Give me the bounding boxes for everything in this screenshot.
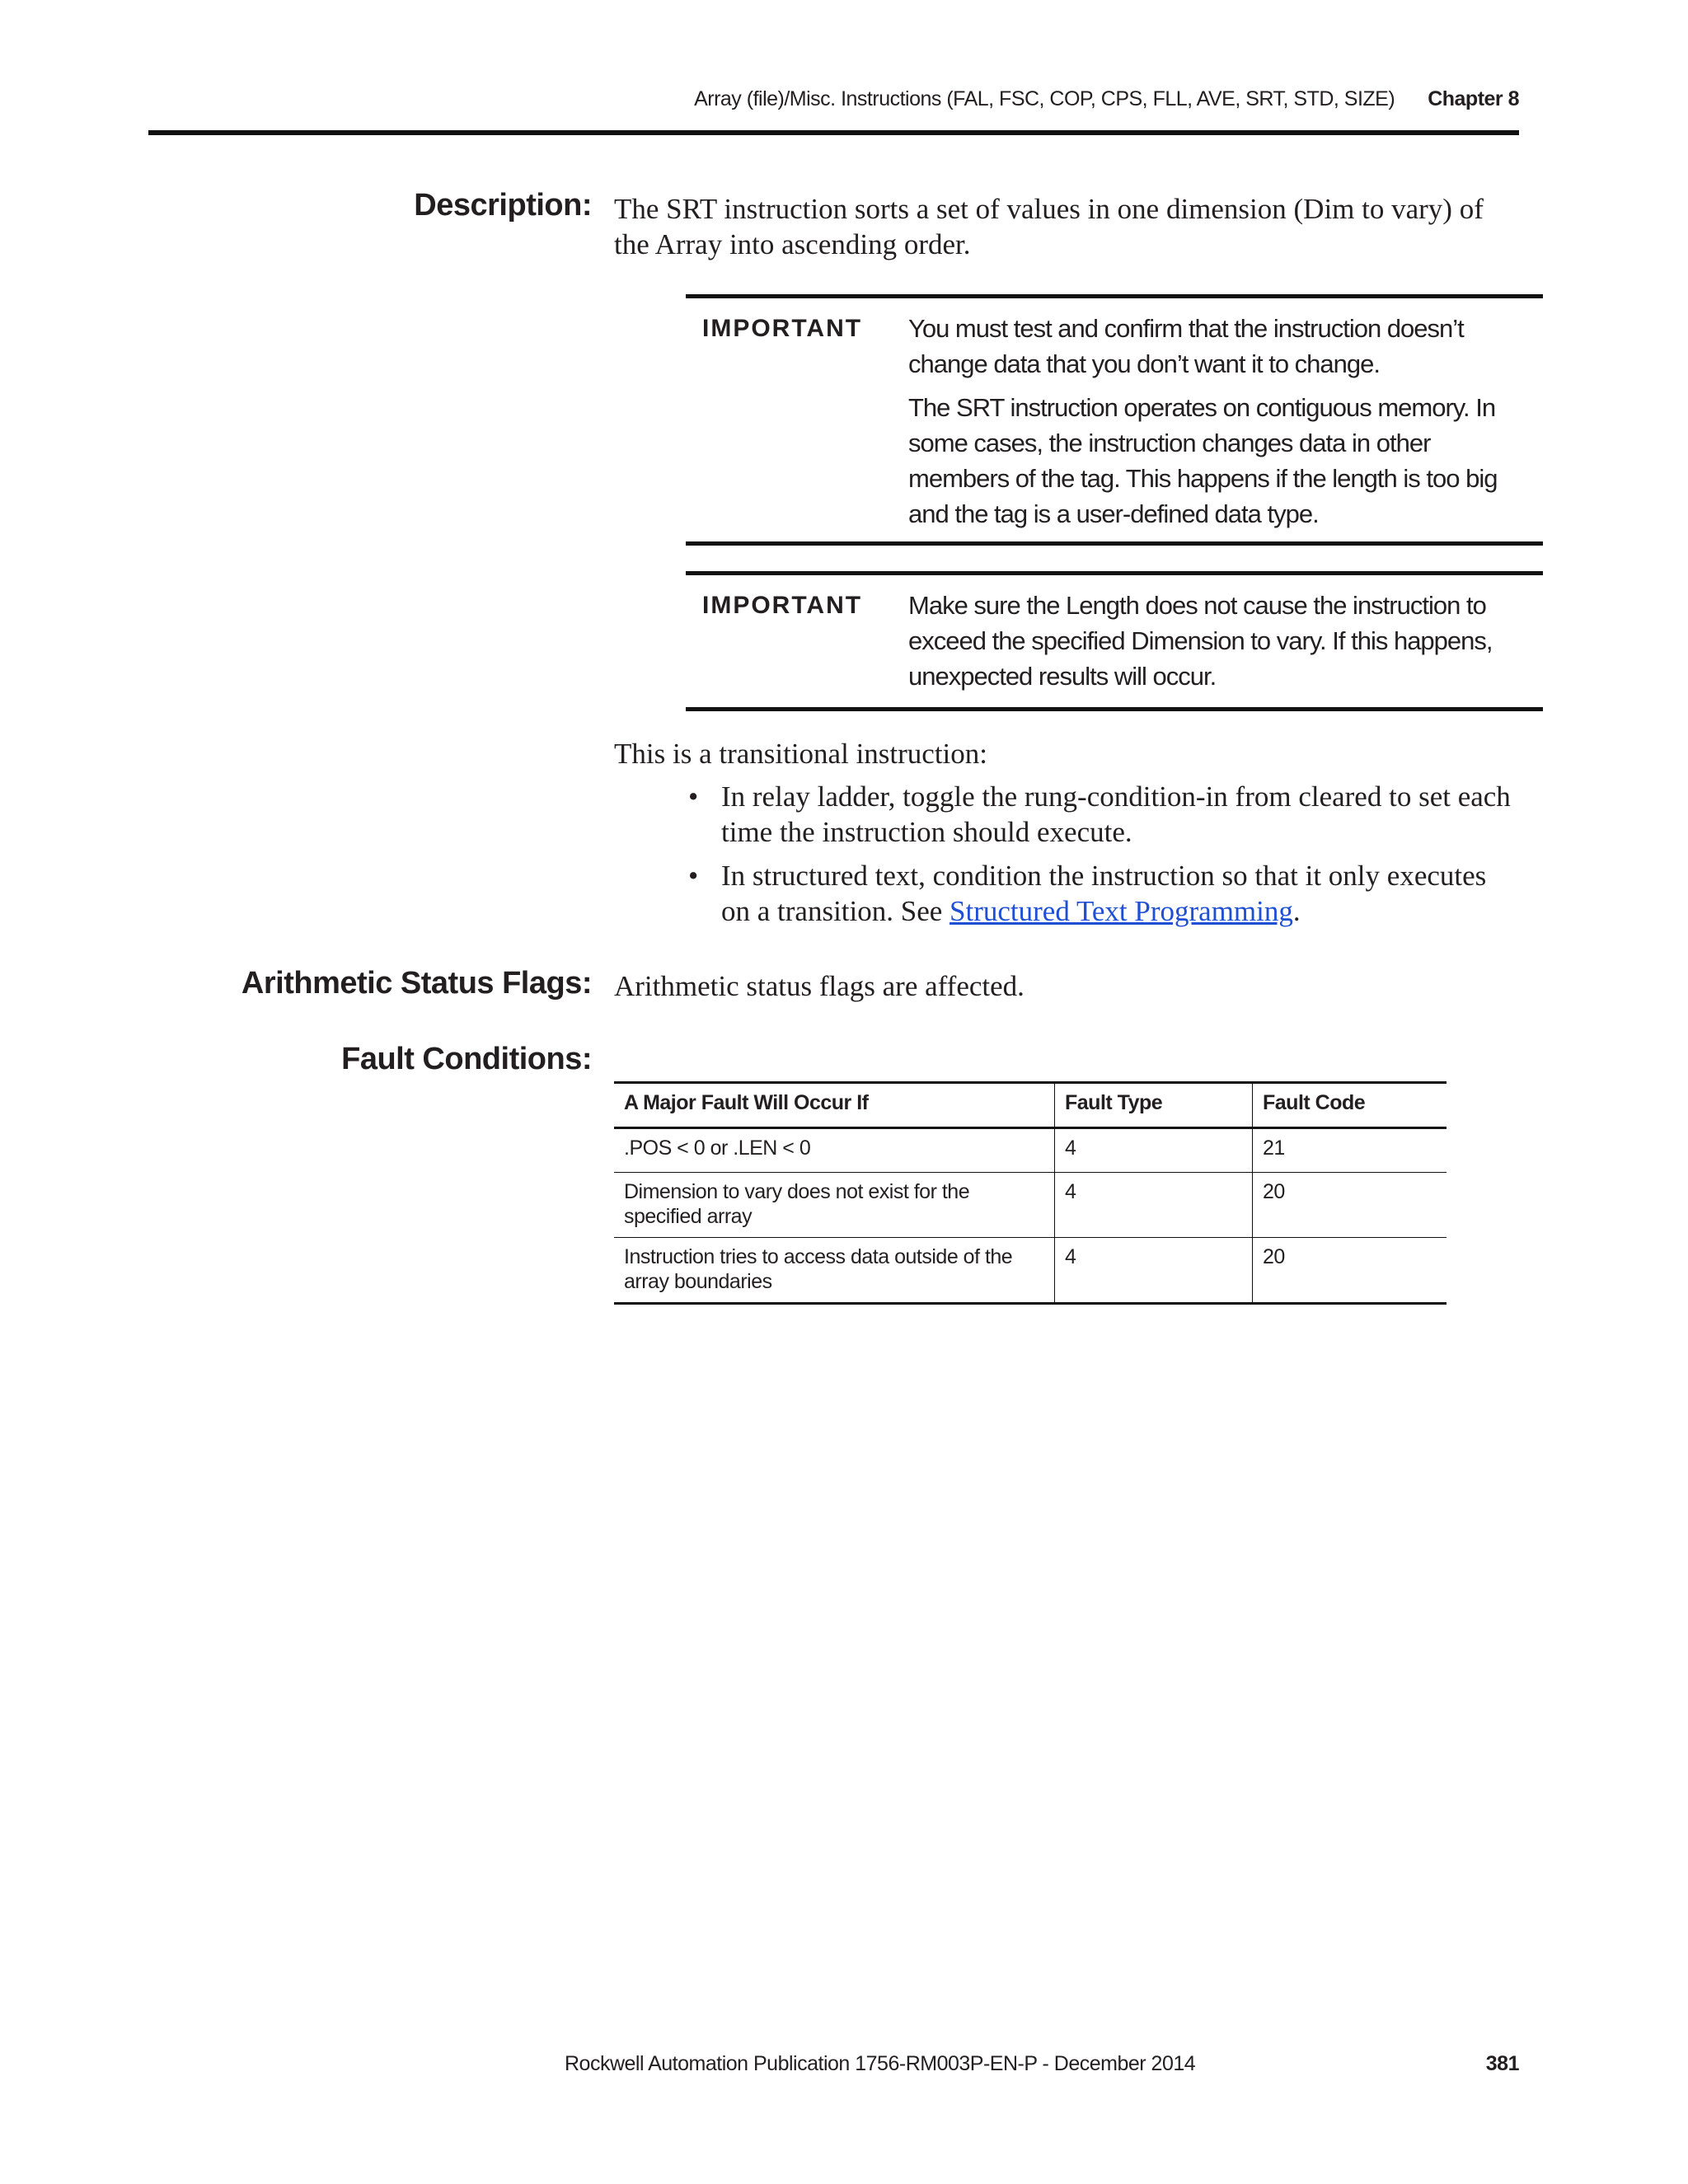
bullet-2-text: In structured text, condition the instruction so that it only executes on a transition. See [721, 860, 1487, 927]
cell-condition: Instruction tries to access data outside of the array boundaries [614, 1238, 1055, 1304]
table-row [614, 1173, 1447, 1238]
bullet-structured-text [688, 858, 1521, 929]
important-box-1 [686, 294, 1543, 546]
cell-fault-type: 4 [1055, 1128, 1253, 1173]
cell-fault-code: 21 [1253, 1128, 1447, 1173]
important-label-2: IMPORTANT [702, 592, 863, 619]
important-2-para-1: Make sure the Length does not cause the instruction to exceed the specified Dimension to vary. If this happens, unexpected results will occur. [908, 591, 1493, 691]
page-number: 381 [1485, 2052, 1519, 2075]
important-label-1: IMPORTANT [702, 315, 863, 342]
important-text-1 [908, 311, 1535, 540]
publication-info: Rockwell Automation Publication 1756-RM003P-EN-P - December 2014 [565, 2052, 1196, 2075]
important-1-para-2: The SRT instruction operates on contiguous memory. In some cases, the instruction changes data in other members of the tag. This happens if the length is too big and the tag is a user-defined data type. [908, 393, 1498, 528]
cell-fault-code: 20 [1253, 1173, 1447, 1238]
column-header-fault-code: Fault Code [1253, 1083, 1447, 1128]
transitional-intro: This is a transitional instruction: [614, 738, 988, 770]
important-text-2 [908, 588, 1535, 702]
bullet-relay-ladder: • In relay ladder, toggle the rung-condition-in from cleared to set each time the instruction should execute. [688, 779, 1521, 850]
column-header-condition: A Major Fault Will Occur If [614, 1083, 1055, 1128]
header-rule [148, 130, 1519, 135]
running-header [148, 87, 1519, 111]
important-1-para-1: You must test and confirm that the instruction doesn’t change data that you don’t want it to change. [908, 314, 1464, 378]
cell-fault-type: 4 [1055, 1238, 1253, 1304]
column-header-fault-type: Fault Type [1055, 1083, 1253, 1128]
chapter-label: Chapter 8 [1428, 87, 1519, 110]
arithmetic-text: Arithmetic status flags are affected. [614, 970, 1025, 1002]
transitional-bullet-list [688, 779, 1521, 937]
table-row [614, 1238, 1447, 1304]
cell-condition: Dimension to vary does not exist for the specified array [614, 1173, 1055, 1238]
cell-fault-type: 4 [1055, 1173, 1253, 1238]
table-header-row [614, 1083, 1447, 1128]
description-text: The SRT instruction sorts a set of values in one dimension (Dim to vary) of the Array into ascending order. [614, 193, 1484, 260]
bullet-2-suffix: . [1292, 895, 1301, 927]
description-heading: Description: [414, 188, 592, 223]
running-title: Array (file)/Misc. Instructions (FAL, FSC, COP, CPS, FLL, AVE, SRT, STD, SIZE) [694, 87, 1395, 110]
cell-condition: .POS < 0 or .LEN < 0 [614, 1128, 1055, 1173]
fault-conditions-heading: Fault Conditions: [341, 1042, 592, 1076]
table-row [614, 1128, 1447, 1173]
important-box-2 [686, 571, 1543, 711]
cell-fault-code: 20 [1253, 1238, 1447, 1304]
fault-conditions-table [614, 1081, 1447, 1305]
arithmetic-heading: Arithmetic Status Flags: [241, 966, 592, 1001]
structured-text-programming-link[interactable]: Structured Text Programming [950, 895, 1293, 927]
